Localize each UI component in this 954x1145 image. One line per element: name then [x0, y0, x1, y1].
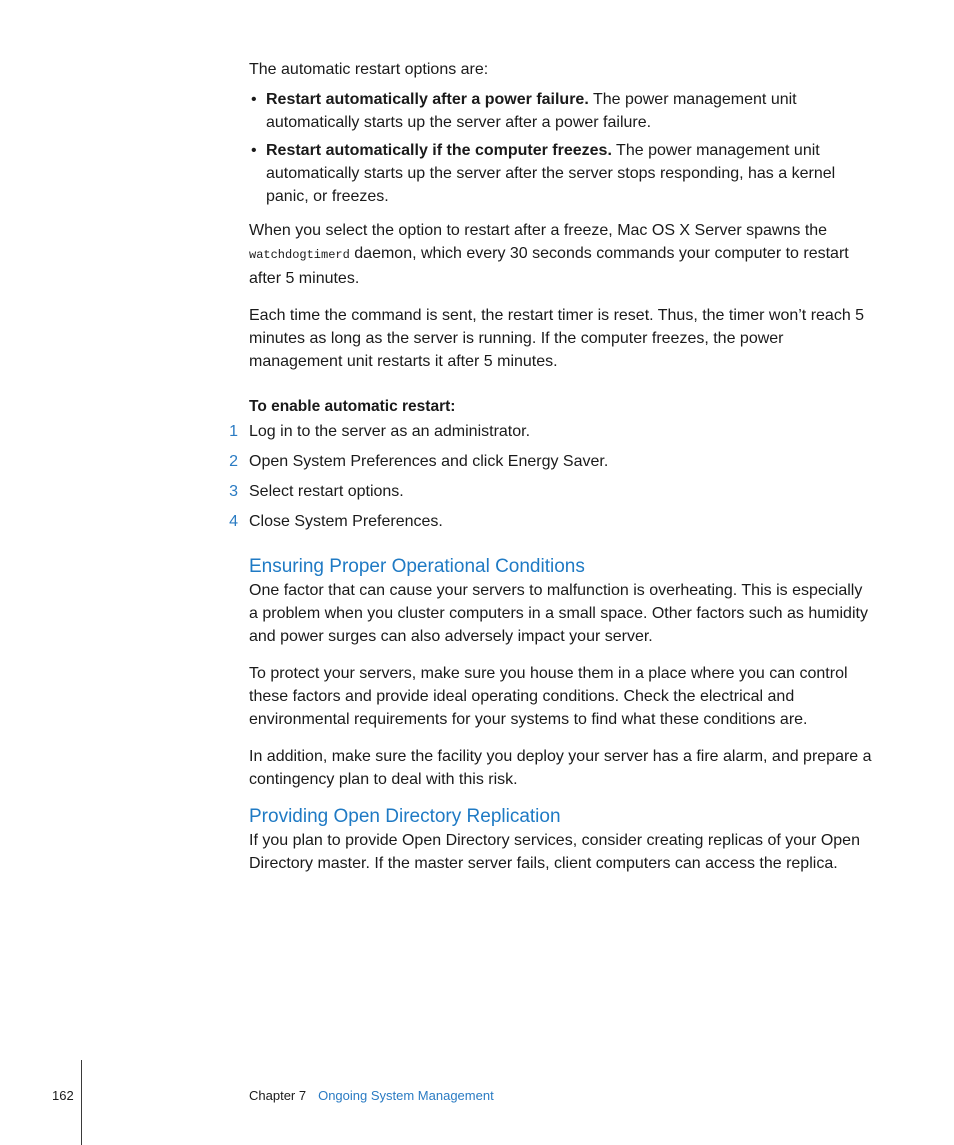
task-title: To enable automatic restart:	[249, 398, 456, 415]
step-number: 1	[229, 423, 238, 440]
step-item	[229, 480, 874, 510]
step-item	[229, 420, 874, 450]
freeze-text-before: When you select the option to restart after a freeze, Mac OS X Server spawns the	[249, 222, 828, 239]
option-description: The power management unit automatically starts up the server after the server stops responding, has a kernel panic, or freezes.	[266, 142, 836, 205]
option-description: The power management unit automatically starts up the server after a power failure.	[266, 91, 797, 131]
intro-text: The automatic restart options are:	[249, 61, 489, 78]
bullet-icon: •	[251, 91, 257, 108]
step-item	[229, 510, 874, 540]
option-title: Restart automatically after a power failure.	[266, 91, 589, 108]
footer-divider	[81, 1060, 82, 1145]
chapter-label: Chapter 7	[249, 1088, 307, 1103]
footer-chapter	[249, 1088, 494, 1103]
section2-paragraph-1: If you plan to provide Open Directory services, consider creating replicas of your Open Directory master. If the master server fails, client computers can access the replica.	[249, 832, 860, 872]
step-number: 3	[229, 483, 238, 500]
section1-paragraph-3: In addition, make sure the facility you deploy your server has a fire alarm, and prepare a contingency plan to deal with this risk.	[249, 748, 872, 788]
option-title: Restart automatically if the computer freezes.	[266, 142, 612, 159]
section-heading-operational-conditions: Ensuring Proper Operational Conditions	[249, 556, 585, 577]
freeze-text-after: daemon, which every 30 seconds commands your computer to restart after 5 minutes.	[249, 245, 849, 287]
restart-options-list	[249, 88, 874, 208]
daemon-code: watchdogtimerd	[249, 248, 350, 262]
list-item	[249, 88, 874, 134]
page-body	[229, 58, 874, 889]
bullet-icon: •	[251, 142, 257, 159]
timer-paragraph: Each time the command is sent, the restart timer is reset. Thus, the timer won’t reach 5 minutes as long as the server is running. If the computer freezes, the power management unit restarts it after 5 minutes.	[249, 307, 865, 370]
step-text: Select restart options.	[249, 483, 404, 500]
chapter-title: Ongoing System Management	[318, 1088, 494, 1103]
step-item	[229, 450, 874, 480]
step-text: Open System Preferences and click Energy Saver.	[249, 453, 609, 470]
list-item	[249, 139, 874, 208]
section1-paragraph-2: To protect your servers, make sure you house them in a place where you can control these factors and provide ideal operating conditions. Check the electrical and environmental requirements for your systems to find what these conditions are.	[249, 665, 848, 728]
step-text: Log in to the server as an administrator.	[249, 423, 531, 440]
step-number: 4	[229, 513, 238, 530]
section-heading-open-directory: Providing Open Directory Replication	[249, 806, 561, 827]
section1-paragraph-1: One factor that can cause your servers to malfunction is overheating. This is especially a problem when you cluster computers in a small space. Other factors such as humidity and power surges can also adversely impact your server.	[249, 582, 868, 645]
step-number: 2	[229, 453, 238, 470]
step-text: Close System Preferences.	[249, 513, 443, 530]
steps-list	[229, 420, 874, 540]
page-number: 162	[52, 1088, 74, 1103]
freeze-paragraph	[249, 219, 874, 290]
